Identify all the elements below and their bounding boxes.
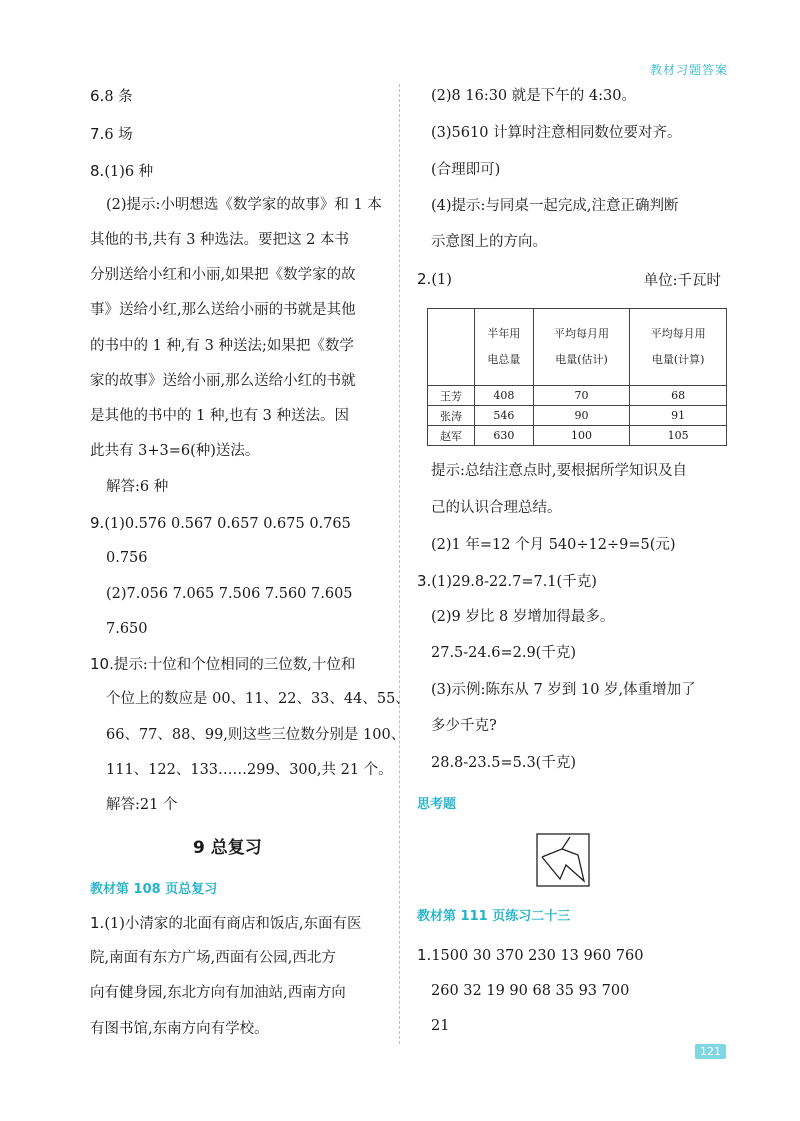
header-title: 教材习题答案 [649, 63, 728, 77]
unit-label: 单位:千瓦时 [643, 273, 721, 289]
q9-part1-cont: 0.756 [106, 550, 148, 566]
q3-part2: (2)9 岁比 8 岁增加得最多。 [431, 609, 615, 625]
q2-label: 2.(1) [417, 270, 452, 288]
q10-answer: 解答:21 个 [106, 797, 178, 813]
cell-estimate: 70 [533, 386, 630, 406]
q8-part1: 8.(1)6 种 [90, 162, 154, 180]
table-header-row [428, 309, 727, 386]
thinking-label: 思考题 [417, 797, 457, 812]
table-row [428, 386, 727, 406]
right-line: (3)5610 计算时注意相同数位要对齐。 [431, 125, 682, 141]
right-line: (2)8 16:30 就是下午的 4:30。 [431, 88, 636, 104]
cell-total: 408 [475, 386, 534, 406]
q8-line: 事》送给小红,那么送给小丽的书就是其他 [90, 302, 356, 318]
cell-estimate: 90 [533, 406, 630, 426]
q8-line: 分别送给小红和小丽,如果把《数学家的故 [90, 267, 356, 283]
e1-line: 260 32 19 90 68 35 93 700 [431, 983, 630, 999]
electricity-table [427, 308, 727, 446]
q8-answer: 解答:6 种 [106, 479, 169, 495]
header-cell: 半年用 电总量 [475, 309, 534, 386]
right-line: (合理即可) [431, 162, 501, 178]
row-name: 张涛 [428, 406, 475, 426]
e1-line: 21 [431, 1018, 450, 1034]
review-label: 教材第 108 页总复习 [90, 882, 218, 897]
right-line: 示意图上的方向。 [431, 234, 547, 250]
column-divider [399, 84, 400, 1044]
q8-line: 此共有 3+3=6(种)送法。 [90, 443, 260, 459]
q3-part1: 3.(1)29.8-22.7=7.1(千克) [417, 572, 597, 590]
q6: 6.8 条 [90, 87, 133, 105]
cell-calculated: 105 [630, 426, 727, 446]
thinking-figure [536, 833, 590, 887]
r1-line: 院,南面有东方广场,西面有公园,西北方 [90, 950, 336, 966]
row-name: 王芳 [428, 386, 475, 406]
q8-line: 其他的书,共有 3 种选法。要把这 2 本书 [90, 232, 349, 248]
table-row [428, 426, 727, 446]
q7: 7.6 场 [90, 125, 133, 143]
q3-part3: (3)示例:陈东从 7 岁到 10 岁,体重增加了 [431, 682, 696, 698]
q9-part1: 9.(1)0.576 0.567 0.657 0.675 0.765 [90, 514, 351, 532]
q8-line: (2)提示:小明想选《数学家的故事》和 1 本 [106, 197, 382, 213]
q8-line: 的书中的 1 种,有 3 种送法;如果把《数学 [90, 338, 354, 354]
header-cell: 平均每月用 电量(计算) [630, 309, 727, 386]
cell-total: 630 [475, 426, 534, 446]
e1-line: 1.1500 30 370 230 13 960 760 [417, 946, 644, 964]
cell-calculated: 68 [630, 386, 727, 406]
q3-part3: 多少千克? [431, 718, 497, 734]
r1-line: 有图书馆,东南方向有学校。 [90, 1021, 269, 1037]
q3-part2-calc: 27.5-24.6=2.9(千克) [431, 645, 576, 661]
cell-estimate: 100 [533, 426, 630, 446]
page-number: 121 [695, 1044, 726, 1059]
section-title: 9 总复习 [193, 838, 262, 858]
right-line: (4)提示:与同桌一起完成,注意正确判断 [431, 198, 679, 214]
r1-line: 1.(1)小清家的北面有商店和饭店,东面有医 [90, 914, 362, 932]
q2-hint: 提示:总结注意点时,要根据所学知识及自 [431, 463, 687, 479]
q9-part2: (2)7.056 7.065 7.506 7.560 7.605 [106, 586, 353, 602]
header-cell: 平均每月用 电量(估计) [533, 309, 630, 386]
cell-calculated: 91 [630, 406, 727, 426]
table-corner-cell [428, 309, 475, 386]
q2-hint: 己的认识合理总结。 [431, 500, 562, 516]
q9-part2-cont: 7.650 [106, 621, 148, 637]
q8-line: 是其他的书中的 1 种,也有 3 种送法。因 [90, 408, 349, 424]
cell-total: 546 [475, 406, 534, 426]
q10-line: 个位上的数应是 00、11、22、33、44、55、 [106, 691, 410, 707]
q10-line: 111、122、133……299、300,共 21 个。 [106, 762, 393, 778]
r1-line: 向有健身园,东北方向有加油站,西南方向 [90, 985, 346, 1001]
q8-line: 家的故事》送给小丽,那么送给小红的书就 [90, 373, 356, 389]
q10-line: 10.提示:十位和个位相同的三位数,十位和 [90, 655, 356, 673]
exercise-label: 教材第 111 页练习二十三 [417, 909, 571, 924]
table-row [428, 406, 727, 426]
q10-line: 66、77、88、99,则这些三位数分别是 100、 [106, 727, 406, 743]
q3-part3-calc: 28.8-23.5=5.3(千克) [431, 755, 576, 771]
q2-part2: (2)1 年=12 个月 540÷12÷9=5(元) [431, 537, 676, 553]
row-name: 赵军 [428, 426, 475, 446]
